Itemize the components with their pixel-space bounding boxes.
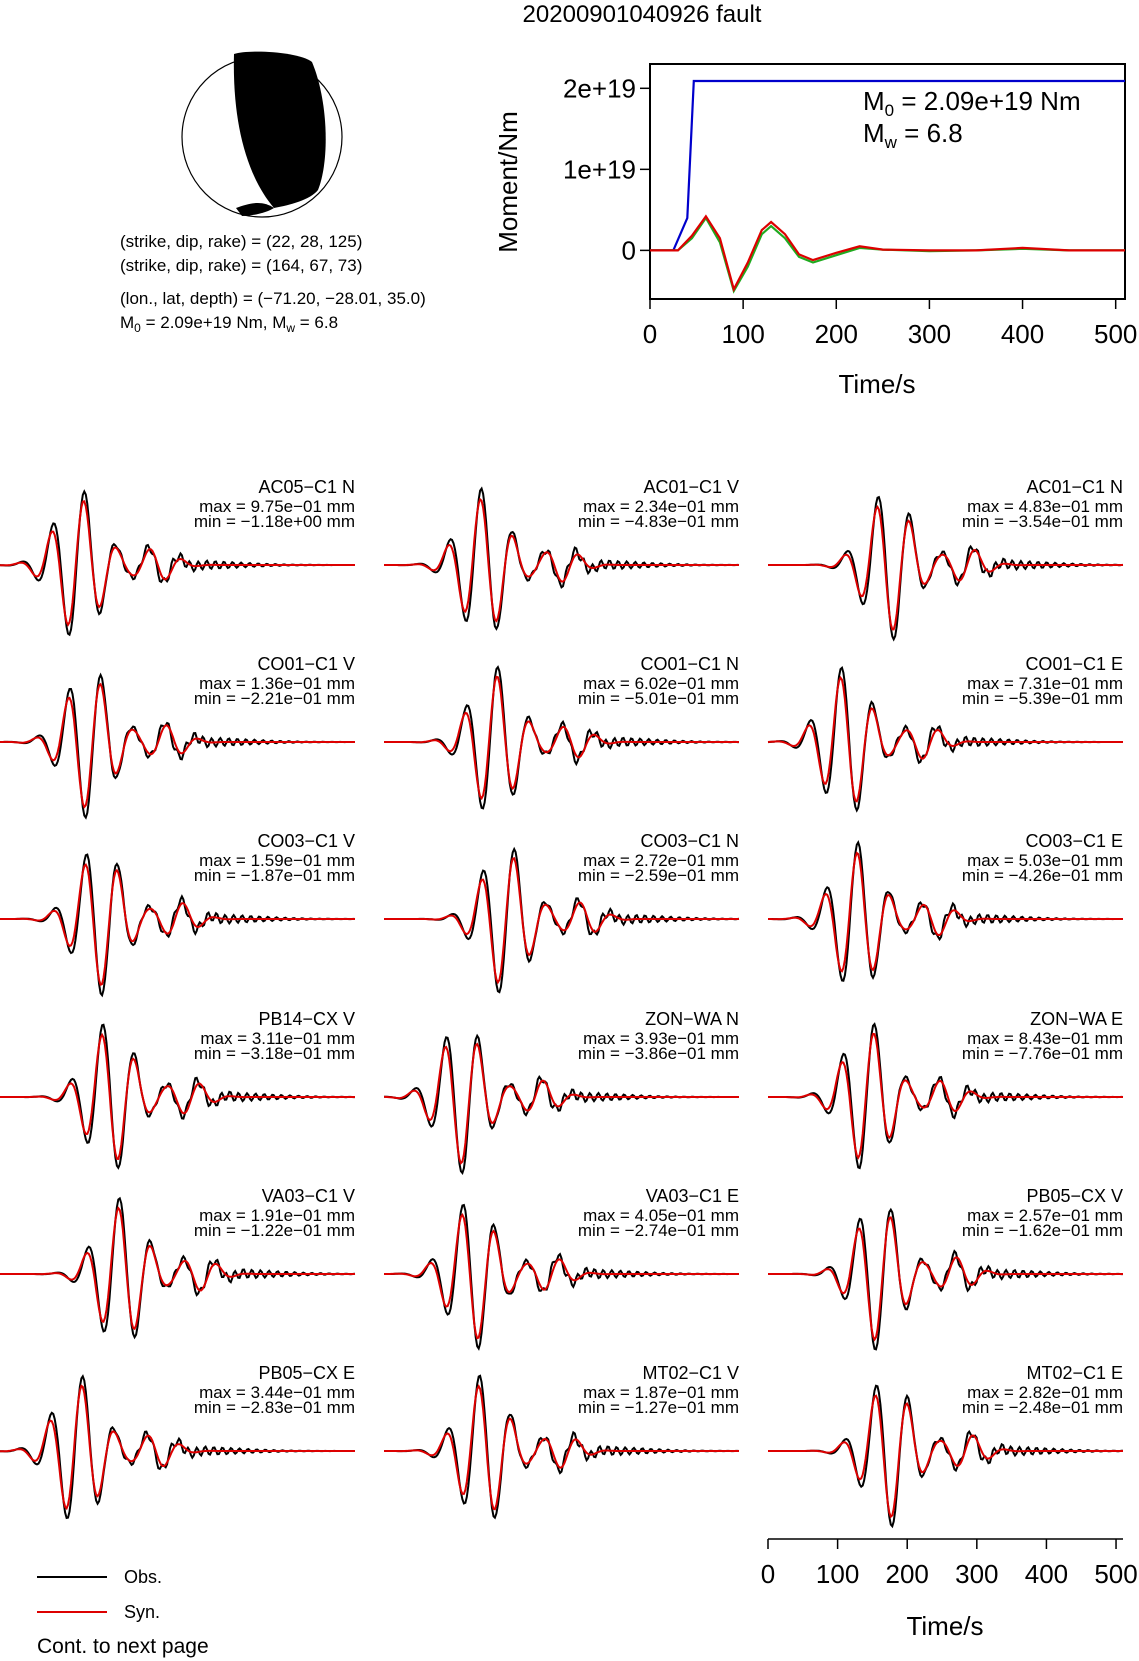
continuation-note: Cont. to next page [37,1635,209,1658]
min-amplitude: min = −2.59e−01 mm [577,866,739,885]
station-label: VA03−C1 V [261,1186,355,1206]
waveform-panel [768,831,1123,981]
min-amplitude: min = −3.18e−01 mm [193,1044,355,1063]
min-amplitude: min = −2.48e−01 mm [961,1398,1123,1417]
max-amplitude: max = 4.05e−01 mm [583,1206,739,1225]
waveform-xtick-label: 100 [815,1559,860,1589]
moment-xtick-label: 200 [814,319,858,349]
waveform-panel [0,1363,355,1518]
min-amplitude: min = −2.21e−01 mm [193,689,355,708]
legend-syn-label: Syn. [124,1602,161,1622]
max-amplitude: max = 1.87e−01 mm [583,1383,739,1402]
moment-xlabel: Time/s [838,369,916,399]
station-label: CO03−C1 N [640,831,739,851]
mechanism-line-1: (strike, dip, rake) = (22, 28, 125) [120,232,363,251]
min-amplitude: min = −4.83e−01 mm [577,512,739,531]
waveform-panel [0,1186,355,1337]
station-label: AC01−C1 V [643,477,739,497]
max-amplitude: max = 3.44e−01 mm [199,1383,355,1402]
station-label: ZON−WA N [645,1009,739,1029]
moment-ytick-label: 2e+19 [562,73,636,104]
min-amplitude: min = −2.83e−01 mm [193,1398,355,1417]
figure-title: 20200901040926 fault [522,1,762,28]
station-label: VA03−C1 E [645,1186,739,1206]
station-label: PB14−CX V [258,1009,355,1029]
station-label: PB05−CX E [258,1363,355,1383]
moment-xtick-label: 400 [1000,319,1045,349]
waveform-xtick-label: 300 [955,1559,999,1589]
waveform-grid [0,477,1123,1526]
moment-ytick-label: 0 [621,235,636,266]
waveform-panel [384,1363,739,1518]
waveform-panel [384,654,739,808]
mechanism-line-4: $M_0 = 2.09e+19$ Nm, $M_w = 6.8$ [120,313,339,335]
station-label: AC05−C1 N [258,477,355,497]
max-amplitude: max = 3.11e−01 mm [200,1029,355,1048]
waveform-panel [384,1186,739,1349]
station-label: MT02−C1 V [642,1363,739,1383]
waveform-xlabel: Time/s [906,1611,984,1641]
max-amplitude: max = 3.93e−01 mm [583,1029,739,1048]
min-amplitude: min = −5.39e−01 mm [961,689,1123,708]
max-amplitude: max = 2.82e−01 mm [967,1383,1123,1402]
waveform-panel [768,477,1123,639]
station-label: CO03−C1 V [257,831,355,851]
min-amplitude: min = −3.86e−01 mm [577,1044,739,1063]
max-amplitude: max = 1.59e−01 mm [199,851,355,870]
min-amplitude: min = −7.76e−01 mm [961,1044,1123,1063]
moment-m0-annotation: $M_0 = 2.09e+19$ Nm [863,86,1081,120]
mechanism-line-2: (strike, dip, rake) = (164, 67, 73) [120,256,363,275]
station-label: CO01−C1 N [640,654,739,674]
waveform-panel [0,831,355,995]
min-amplitude: min = −1.87e−01 mm [193,866,355,885]
moment-ylabel: Moment/Nm [493,111,523,253]
moment-mw-annotation: $M_w = 6.8$ [863,118,963,152]
max-amplitude: max = 5.03e−01 mm [967,851,1123,870]
waveform-panel [768,1186,1123,1349]
station-label: ZON−WA E [1030,1009,1123,1029]
min-amplitude: min = −4.26e−01 mm [961,866,1123,885]
beachball [182,52,342,217]
station-label: CO01−C1 V [257,654,355,674]
station-label: AC01−C1 N [1026,477,1123,497]
waveform-xtick-label: 500 [1094,1559,1138,1589]
waveform-panel [384,477,739,629]
legend-obs-label: Obs. [124,1567,163,1587]
station-label: PB05−CX V [1026,1186,1123,1206]
waveform-xtick-label: 200 [885,1559,929,1589]
min-amplitude: min = −2.74e−01 mm [577,1221,739,1240]
min-amplitude: min = −1.62e−01 mm [961,1221,1123,1240]
max-amplitude: max = 1.91e−01 mm [199,1206,355,1225]
waveform-panel [384,831,739,992]
moment-series-1 [650,218,1125,291]
waveform-x-axis [761,1539,1138,1589]
min-amplitude: min = −1.18e+00 mm [193,512,355,531]
max-amplitude: max = 2.72e−01 mm [583,851,739,870]
waveform-xtick-label: 0 [760,1559,776,1589]
min-amplitude: min = −5.01e−01 mm [577,689,739,708]
waveform-panel [384,1009,739,1173]
moment-xtick-label: 300 [907,319,952,349]
max-amplitude: max = 1.36e−01 mm [199,674,355,693]
max-amplitude: max = 8.43e−01 mm [967,1029,1123,1048]
mechanism-line-3: (lon., lat, depth) = (−71.20, −28.01, 35.0) [120,289,426,308]
legend [37,1567,162,1622]
max-amplitude: max = 2.34e−01 mm [583,497,739,516]
station-label: CO01−C1 E [1025,654,1123,674]
waveform-panel [0,477,355,635]
waveform-panel [768,654,1123,810]
station-label: MT02−C1 E [1026,1363,1123,1383]
moment-xtick-label: 100 [721,319,765,349]
min-amplitude: min = −1.22e−01 mm [193,1221,355,1240]
max-amplitude: max = 9.75e−01 mm [199,497,355,516]
waveform-panel [0,1009,355,1168]
max-amplitude: max = 6.02e−01 mm [583,674,739,693]
waveform-panel [0,654,355,818]
min-amplitude: min = −1.27e−01 mm [577,1398,739,1417]
station-label: CO03−C1 E [1025,831,1123,851]
moment-series-2 [650,216,1125,289]
max-amplitude: max = 7.31e−01 mm [967,674,1123,693]
moment-xtick-label: 500 [1093,319,1138,349]
min-amplitude: min = −3.54e−01 mm [961,512,1123,531]
max-amplitude: max = 4.83e−01 mm [967,497,1123,516]
moment-xtick-label: 0 [642,319,658,349]
moment-ytick-label: 1e+19 [562,154,636,185]
waveform-panel [768,1363,1123,1526]
moment-rate-chart [493,64,1137,399]
max-amplitude: max = 2.57e−01 mm [967,1206,1123,1225]
waveform-panel [768,1009,1123,1168]
waveform-xtick-label: 400 [1024,1559,1069,1589]
